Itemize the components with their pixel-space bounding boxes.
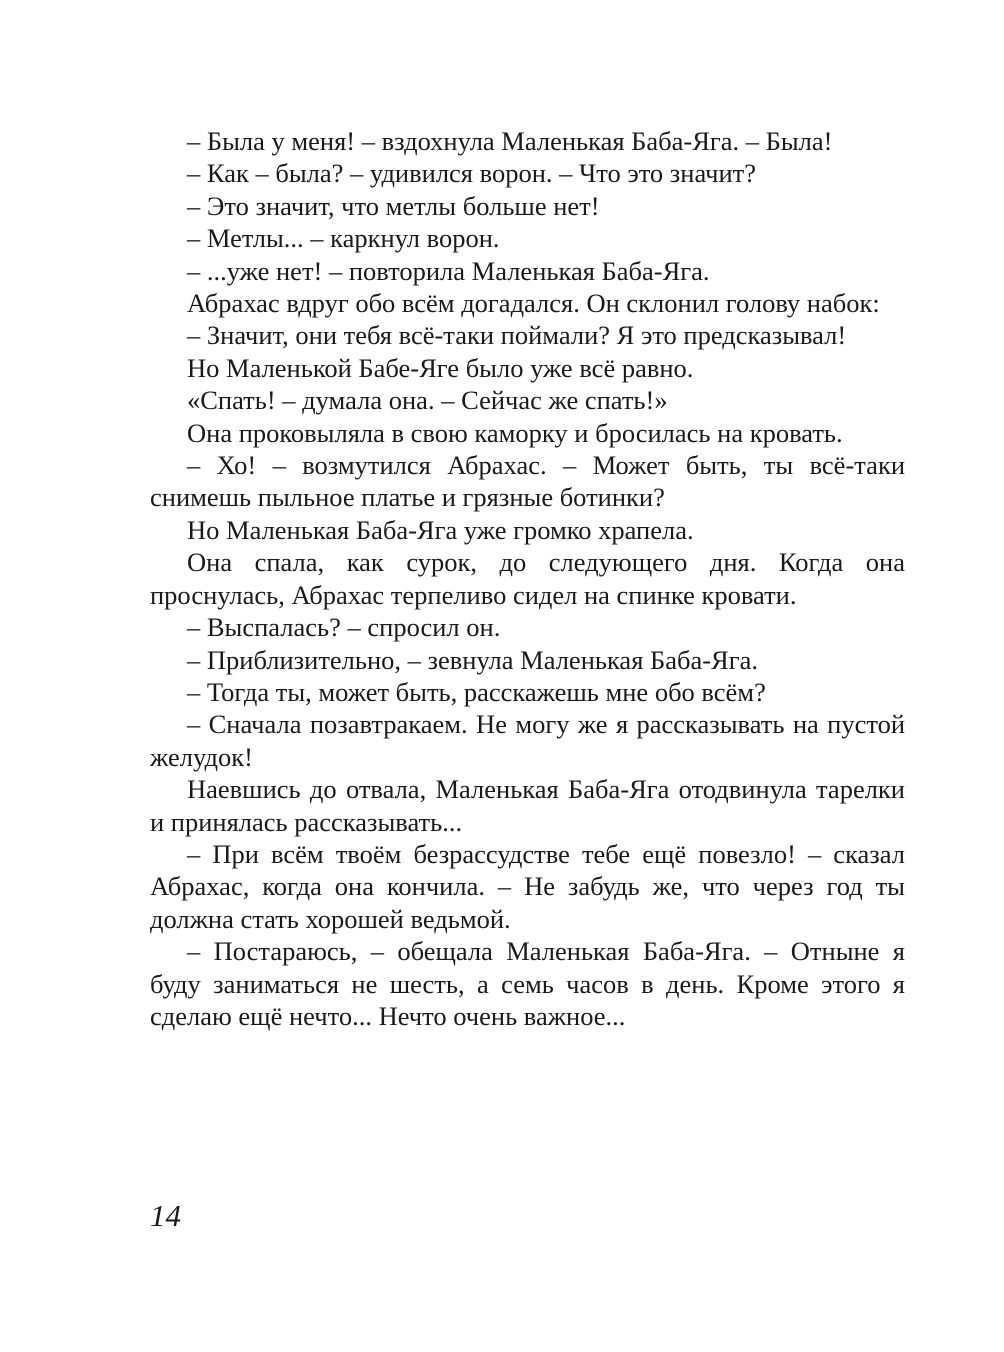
paragraph: – При всём твоём безрассудстве тебе ещё повезло! – сказал Абрахас, когда она кончила. – Не забудь же, что через год ты должна стать хорошей ведьмой. (150, 838, 905, 934)
paragraph: – Сначала позавтракаем. Не могу же я рассказывать на пустой желудок! (150, 709, 905, 772)
body-text (150, 125, 905, 1032)
page-number: 14 (150, 1198, 181, 1233)
paragraph: – Это значит, что метлы больше нет! (187, 190, 600, 221)
paragraph: – Как – была? – удивился ворон. – Что это значит? (187, 158, 757, 189)
paragraph: – Была у меня! – вздохнула Маленькая Баба-Яга. – Была! (187, 126, 833, 156)
paragraph: Абрахас вдруг обо всём догадался. Он склонил голову набок: (187, 288, 880, 319)
paragraph: – Выспалась? – спросил он. (187, 612, 501, 643)
paragraph: Но Маленькой Бабе-Яге было уже всё равно. (187, 352, 694, 383)
paragraph: – ...уже нет! – повторила Маленькая Баба-Яга. (187, 255, 710, 286)
paragraph: – Значит, они тебя всё-таки поймали? Я это предсказывал! (187, 320, 847, 351)
paragraph: – Метлы... – каркнул ворон. (187, 223, 500, 254)
paragraph: – Тогда ты, может быть, расскажешь мне обо всём? (187, 676, 766, 707)
paragraph: Она проковыляла в свою каморку и бросилась на кровать. (187, 417, 843, 448)
paragraph: Но Маленькая Баба-Яга уже громко храпела. (187, 514, 694, 545)
paragraph: – Приблизительно, – зевнула Маленькая Баба-Яга. (187, 644, 758, 675)
paragraph: «Спать! – думала она. – Сейчас же спать!» (187, 385, 668, 416)
paragraph: Наевшись до отвала, Маленькая Баба-Яга отодвинула тарелки и принялась рассказывать... (150, 774, 905, 837)
paragraph: – Хо! – возмутился Абрахас. – Может быть, ты всё-таки снимешь пыльное платье и грязные ботинки? (150, 450, 905, 513)
paragraph: – Постараюсь, – обещала Маленькая Баба-Яга. – Отныне я буду заниматься не шесть, а семь часов в день. Кроме этого я сделаю ещё нечто... Нечто очень важное... (150, 936, 905, 1031)
paragraph: Она спала, как сурок, до следующего дня. Когда она проснулась, Абрахас терпеливо сидел на спинке кровати. (150, 547, 905, 610)
